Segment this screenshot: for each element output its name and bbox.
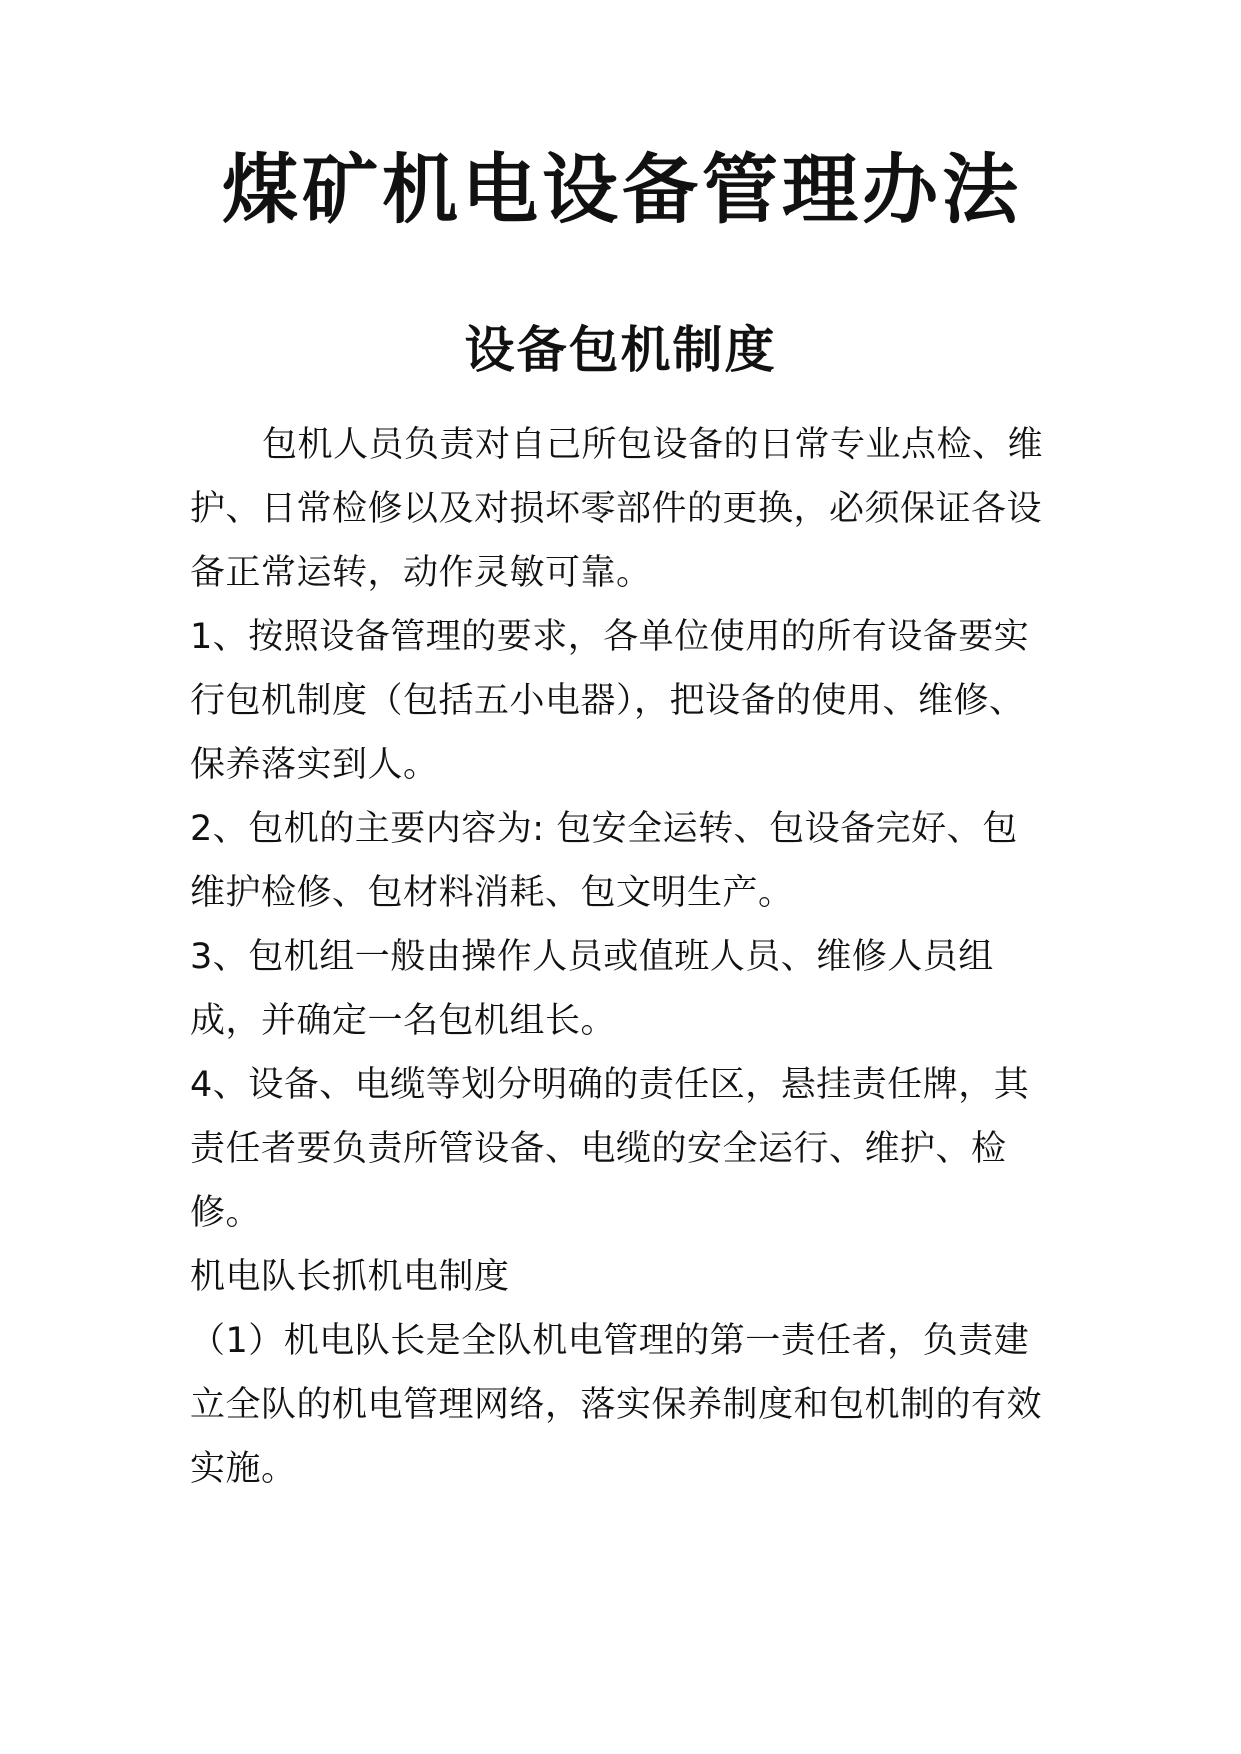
rule-item-3: 3、包机组一般由操作人员或值班人员、维修人员组成，并确定一名包机组长。: [190, 937, 994, 1041]
rule-item-1: 1、按照设备管理的要求，各单位使用的所有设备要实行包机制度（包括五小电器），把设备的使用、维修、保养落实到人。: [190, 617, 1030, 785]
document-body: [190, 413, 1052, 1501]
subsection-item-1: （1）机电队长是全队机电管理的第一责任者，负责建立全队的机电管理网络，落实保养制度和包机制的有效实施。: [190, 1321, 1043, 1489]
subsection-heading: 机电队长抓机电制度: [190, 1257, 510, 1297]
section-title: 设备包机制度: [464, 321, 777, 379]
document-title: 煤矿机电设备管理办法: [222, 145, 1022, 234]
intro-paragraph: 包机人员负责对自己所包设备的日常专业点检、维护、日常检修以及对损坏零部件的更换，必须保证各设备正常运转，动作灵敏可靠。: [190, 425, 1044, 593]
rule-item-2: 2、包机的主要内容为: 包安全运转、包设备完好、包维护检修、包材料消耗、包文明生产。: [190, 809, 1018, 913]
rule-item-4: 4、设备、电缆等划分明确的责任区，悬挂责任牌，其责任者要负责所管设备、电缆的安全运行、维护、检修。: [190, 1065, 1030, 1233]
